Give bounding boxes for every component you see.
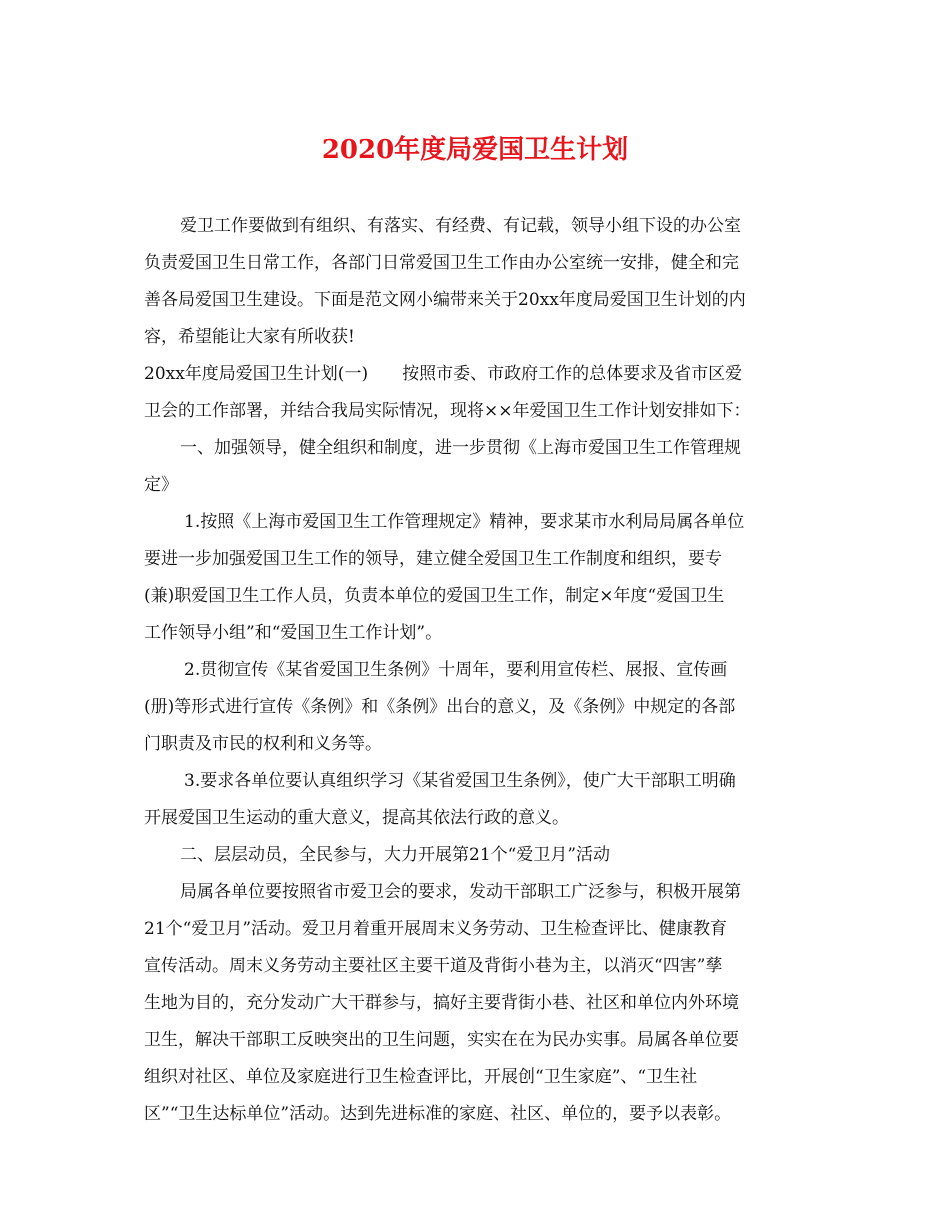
document-body [144, 208, 824, 1133]
body-line: 宣传活动。周末义务劳动主要社区主要干道及背街小巷为主，以消灭“四害”孳 [144, 956, 723, 976]
body-line: (册)等形式进行宣传《条例》和《条例》出台的意义，及《条例》中规定的各部 [144, 697, 736, 717]
body-line: 2.贯彻宣传《某省爱国卫生条例》十周年，要利用宣传栏、展报、宣传画 [184, 660, 728, 680]
body-line: 门职责及市民的权利和义务等。 [144, 734, 382, 754]
section-heading: 一、加强领导，健全组织和制度，进一步贯彻《上海市爱国卫生工作管理规 [180, 438, 741, 458]
body-line: 开展爱国卫生运动的重大意义，提高其依法行政的意义。 [144, 808, 569, 828]
body-line: 生地为目的，充分发动广大干群参与，搞好主要背街小巷、社区和单位内外环境 [144, 993, 739, 1013]
section-heading: 定》 [144, 475, 178, 495]
body-line: 负责爱国卫生日常工作，各部门日常爱国卫生工作由办公室统一安排，健全和完 [144, 253, 739, 273]
body-line: 容，希望能让大家有所收获! [144, 327, 355, 347]
body-line: 1.按照《上海市爱国卫生工作管理规定》精神，要求某市水利局局属各单位 [184, 512, 745, 532]
section-heading: 二、层层动员，全民参与，大力开展第21个“爱卫月”活动 [180, 845, 611, 865]
body-line: 20xx年度局爱国卫生计划(一) 按照市委、市政府工作的总体要求及省市区爱 [144, 364, 743, 384]
body-line: 3.要求各单位要认真组织学习《某省爱国卫生条例》，使广大干部职工明确 [184, 771, 736, 791]
body-line: 21个“爱卫月”活动。爱卫月着重开展周末义务劳动、卫生检查评比、健康教育 [144, 919, 728, 939]
body-line: (兼)职爱国卫生工作人员，负责本单位的爱国卫生工作，制定×年度“爱国卫生 [144, 586, 725, 606]
body-line: 爱卫工作要做到有组织、有落实、有经费、有记载，领导小组下设的办公室 [180, 216, 741, 236]
body-line: 区”“卫生达标单位”活动。达到先进标准的家庭、社区、单位的，要予以表彰。 [144, 1104, 732, 1124]
body-line: 善各局爱国卫生建设。下面是范文网小编带来关于20xx年度局爱国卫生计划的内 [144, 290, 746, 310]
document-title: 2020年度局爱国卫生计划 [321, 135, 629, 165]
body-line: 局属各单位要按照省市爱卫会的要求，发动干部职工广泛参与，积极开展第 [180, 882, 741, 902]
body-line: 要进一步加强爱国卫生工作的领导，建立健全爱国卫生工作制度和组织，要专 [144, 549, 722, 569]
body-line: 工作领导小组”和“爱国卫生工作计划”。 [144, 623, 443, 643]
body-line: 卫生，解决干部职工反映突出的卫生问题，实实在在为民办实事。局属各单位要 [144, 1030, 739, 1050]
body-line: 组织对社区、单位及家庭进行卫生检查评比，开展创“卫生家庭”、“卫生社 [144, 1067, 698, 1087]
body-line: 卫会的工作部署，并结合我局实际情况，现将××年爱国卫生工作计划安排如下： [144, 401, 751, 421]
